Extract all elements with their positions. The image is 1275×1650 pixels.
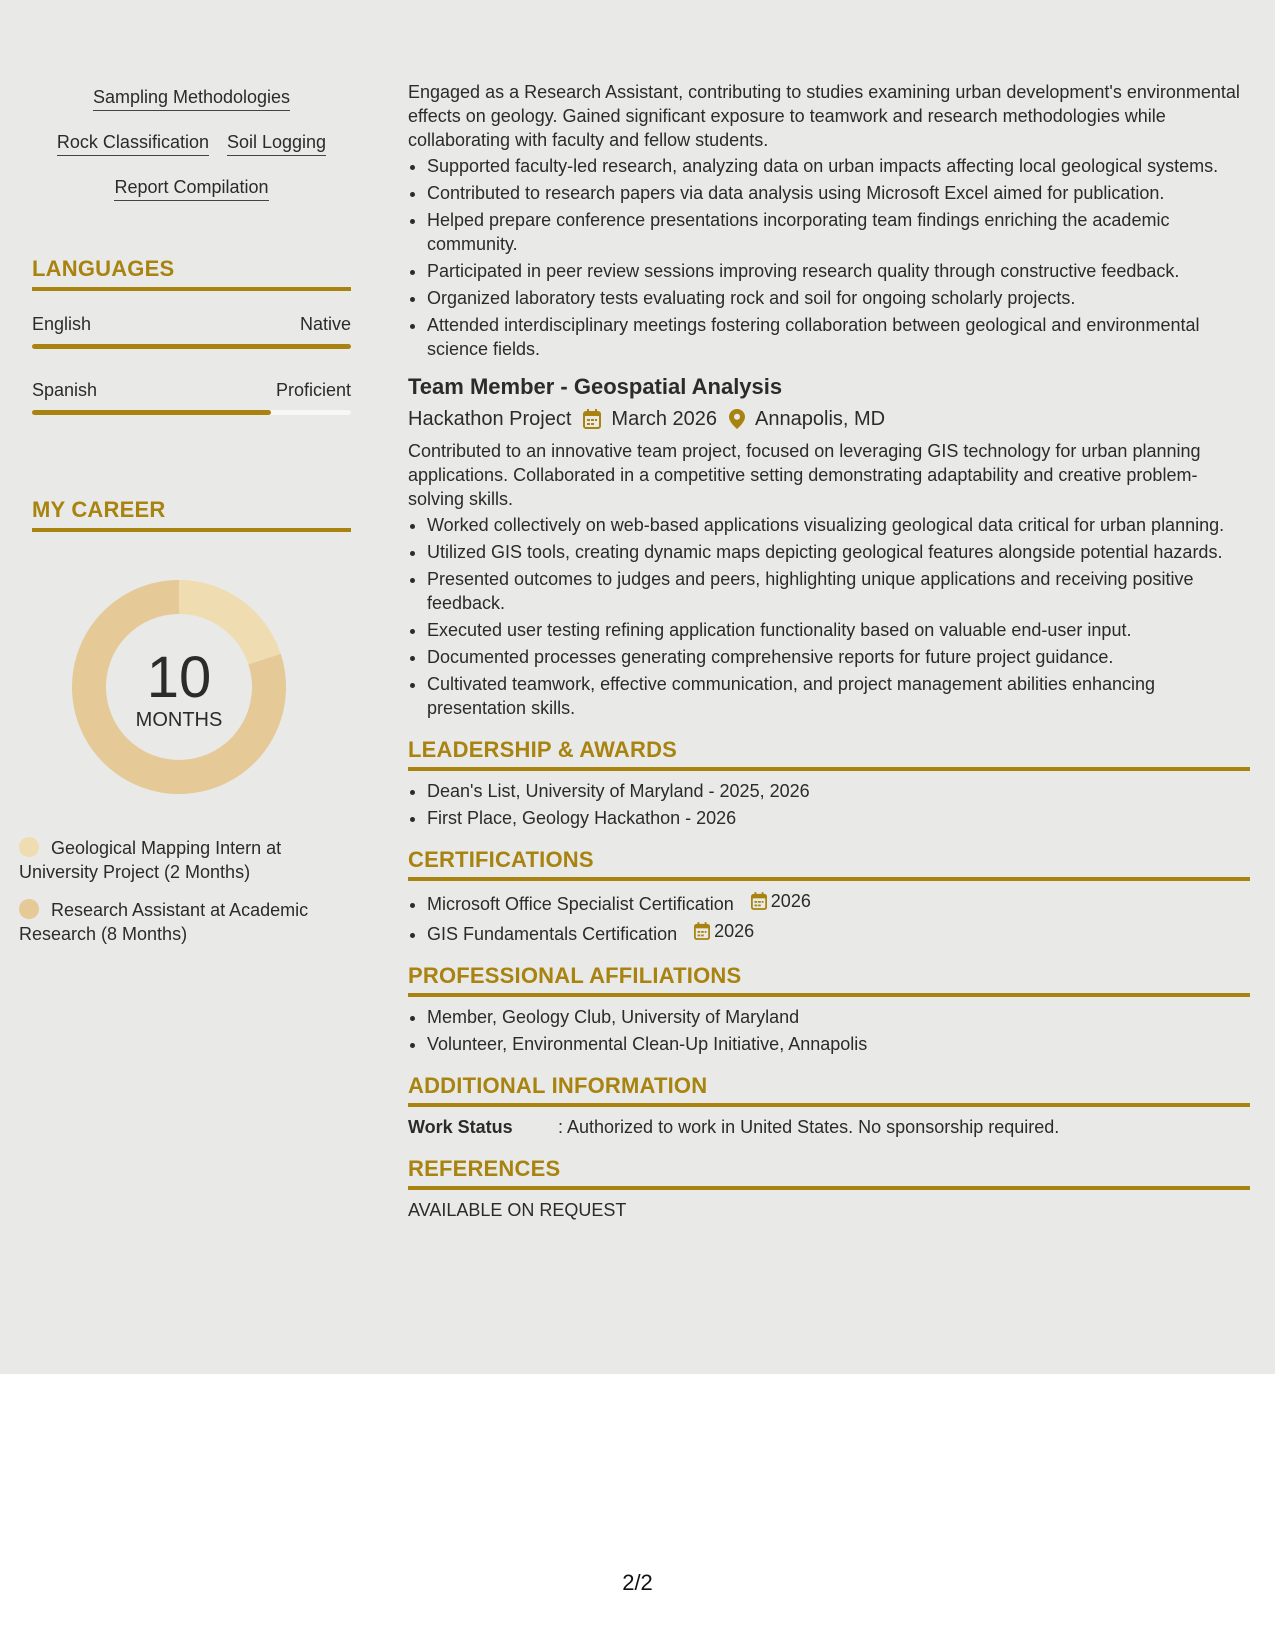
skill-tag[interactable]: Sampling Methodologies: [93, 86, 290, 111]
list-item: • Organized laboratory tests evaluating rock and soil for ongoing scholarly projects.: [427, 286, 1250, 310]
language-bar: [32, 344, 351, 349]
list-item: • Helped prepare conference presentations incorporating team findings enriching the academic community.: [427, 208, 1250, 256]
research-bullets: [408, 154, 1250, 361]
job-organization: Hackathon Project: [408, 408, 572, 430]
references-text: AVAILABLE ON REQUEST: [408, 1200, 627, 1220]
list-item: • Member, Geology Club, University of Maryland: [427, 1005, 1250, 1029]
affiliations-list: [408, 1005, 1250, 1056]
awards-list: [408, 779, 1250, 830]
job-meta: [408, 405, 1250, 433]
legend-item: [19, 898, 319, 946]
list-item: • Dean's List, University of Maryland - 2025, 2026: [427, 779, 1250, 803]
info-label: Work Status: [408, 1117, 513, 1137]
certifications-list: [408, 889, 1250, 946]
career-donut-chart: [67, 575, 291, 799]
language-level: Native: [299, 314, 351, 334]
team-intro: Contributed to an innovative team project, focused on leveraging GIS technology for urban planning applications. Collaborated in a competitive setting demonstrating adaptability and creative problem-solving skills.: [408, 441, 1201, 509]
certifications-section: [408, 848, 1250, 946]
language-level: Proficient: [275, 380, 351, 400]
page-number: 2/2: [622, 1570, 653, 1595]
list-item: • Supported faculty-led research, analyzing data on urban impacts affecting local geological systems.: [427, 154, 1250, 178]
list-item: • Volunteer, Environmental Clean-Up Initiative, Annapolis: [427, 1032, 1250, 1056]
info-row: [408, 1115, 1250, 1139]
additional-info-section: [408, 1074, 1250, 1139]
research-intro: Engaged as a Research Assistant, contributing to studies examining urban development's environmental effects on geology. Gained significant exposure to teamwork and research methodologies while collaborating with faculty and fellow students.: [408, 82, 1240, 150]
cert-year: 2026: [714, 921, 755, 941]
list-item: • Executed user testing refining application functionality based on valuable end-user input.: [427, 618, 1250, 642]
legend-label: Research Assistant at Academic Research (8 Months): [19, 900, 309, 944]
list-item: • Contributed to research papers via data analysis using Microsoft Excel aimed for publication.: [427, 181, 1250, 205]
references-section: [408, 1157, 1250, 1222]
legend-label: Geological Mapping Intern at University Project (2 Months): [19, 838, 282, 882]
cert-name: GIS Fundamentals Certification: [427, 924, 678, 944]
language-name: Spanish: [32, 380, 98, 400]
references-heading: REFERENCES: [408, 1157, 1250, 1190]
legend-dot: [19, 837, 39, 857]
career-legend: [19, 836, 319, 960]
languages-heading: LANGUAGES: [32, 256, 351, 291]
languages-section: [32, 256, 351, 415]
awards-section: [408, 738, 1250, 830]
language-bar-fill: [32, 410, 271, 415]
list-item: • Participated in peer review sessions improving research quality through constructive feedback.: [427, 259, 1250, 283]
list-item: • Presented outcomes to judges and peers, highlighting unique applications and receiving positive feedback.: [427, 567, 1250, 615]
career-heading: MY CAREER: [32, 497, 351, 532]
job-title: Team Member - Geospatial Analysis: [408, 374, 783, 399]
awards-heading: LEADERSHIP & AWARDS: [408, 738, 1250, 771]
cert-name: Microsoft Office Specialist Certification: [427, 894, 734, 914]
donut-total: 10: [146, 644, 212, 710]
language-bar-fill: [32, 344, 351, 349]
language-item: [32, 313, 351, 349]
skill-tag[interactable]: Report Compilation: [114, 176, 268, 201]
right-column: [408, 80, 1250, 1222]
list-item: • Documented processes generating comprehensive reports for future project guidance.: [427, 645, 1250, 669]
list-item: • First Place, Geology Hackathon - 2026: [427, 806, 1250, 830]
job-date: March 2026: [611, 408, 718, 430]
legend-dot: [19, 899, 39, 919]
language-name: English: [32, 314, 92, 334]
list-item: [427, 919, 1250, 946]
skill-tag[interactable]: Rock Classification: [57, 131, 209, 156]
certifications-heading: CERTIFICATIONS: [408, 848, 1250, 881]
donut-unit: MONTHS: [135, 708, 223, 731]
team-bullets: [408, 513, 1250, 720]
additional-info-heading: ADDITIONAL INFORMATION: [408, 1074, 1250, 1107]
list-item: • Attended interdisciplinary meetings fostering collaboration between geological and environmental science fields.: [427, 313, 1250, 361]
legend-item: [19, 836, 319, 884]
list-item: • Utilized GIS tools, creating dynamic maps depicting geological features alongside potential hazards.: [427, 540, 1250, 564]
calendar-icon: [751, 892, 767, 910]
info-value: : Authorized to work in United States. No sponsorship required.: [558, 1117, 1060, 1137]
skill-tag[interactable]: Soil Logging: [227, 131, 326, 156]
calendar-icon: [694, 922, 710, 940]
location-pin-icon: [729, 409, 745, 429]
list-item: [427, 889, 1250, 916]
donut-center: [67, 575, 291, 799]
job-location: Annapolis, MD: [755, 408, 886, 430]
list-item: • Worked collectively on web-based applications visualizing geological data critical for urban planning.: [427, 513, 1250, 537]
calendar-icon: [583, 409, 601, 429]
language-item: [32, 379, 351, 415]
affiliations-heading: PROFESSIONAL AFFILIATIONS: [408, 964, 1250, 997]
affiliations-section: [408, 964, 1250, 1056]
career-section: [32, 497, 351, 532]
list-item: • Cultivated teamwork, effective communication, and project management abilities enhancing presentation skills.: [427, 672, 1250, 720]
skills-list: [32, 86, 351, 221]
cert-year: 2026: [770, 891, 811, 911]
language-bar: [32, 410, 351, 415]
